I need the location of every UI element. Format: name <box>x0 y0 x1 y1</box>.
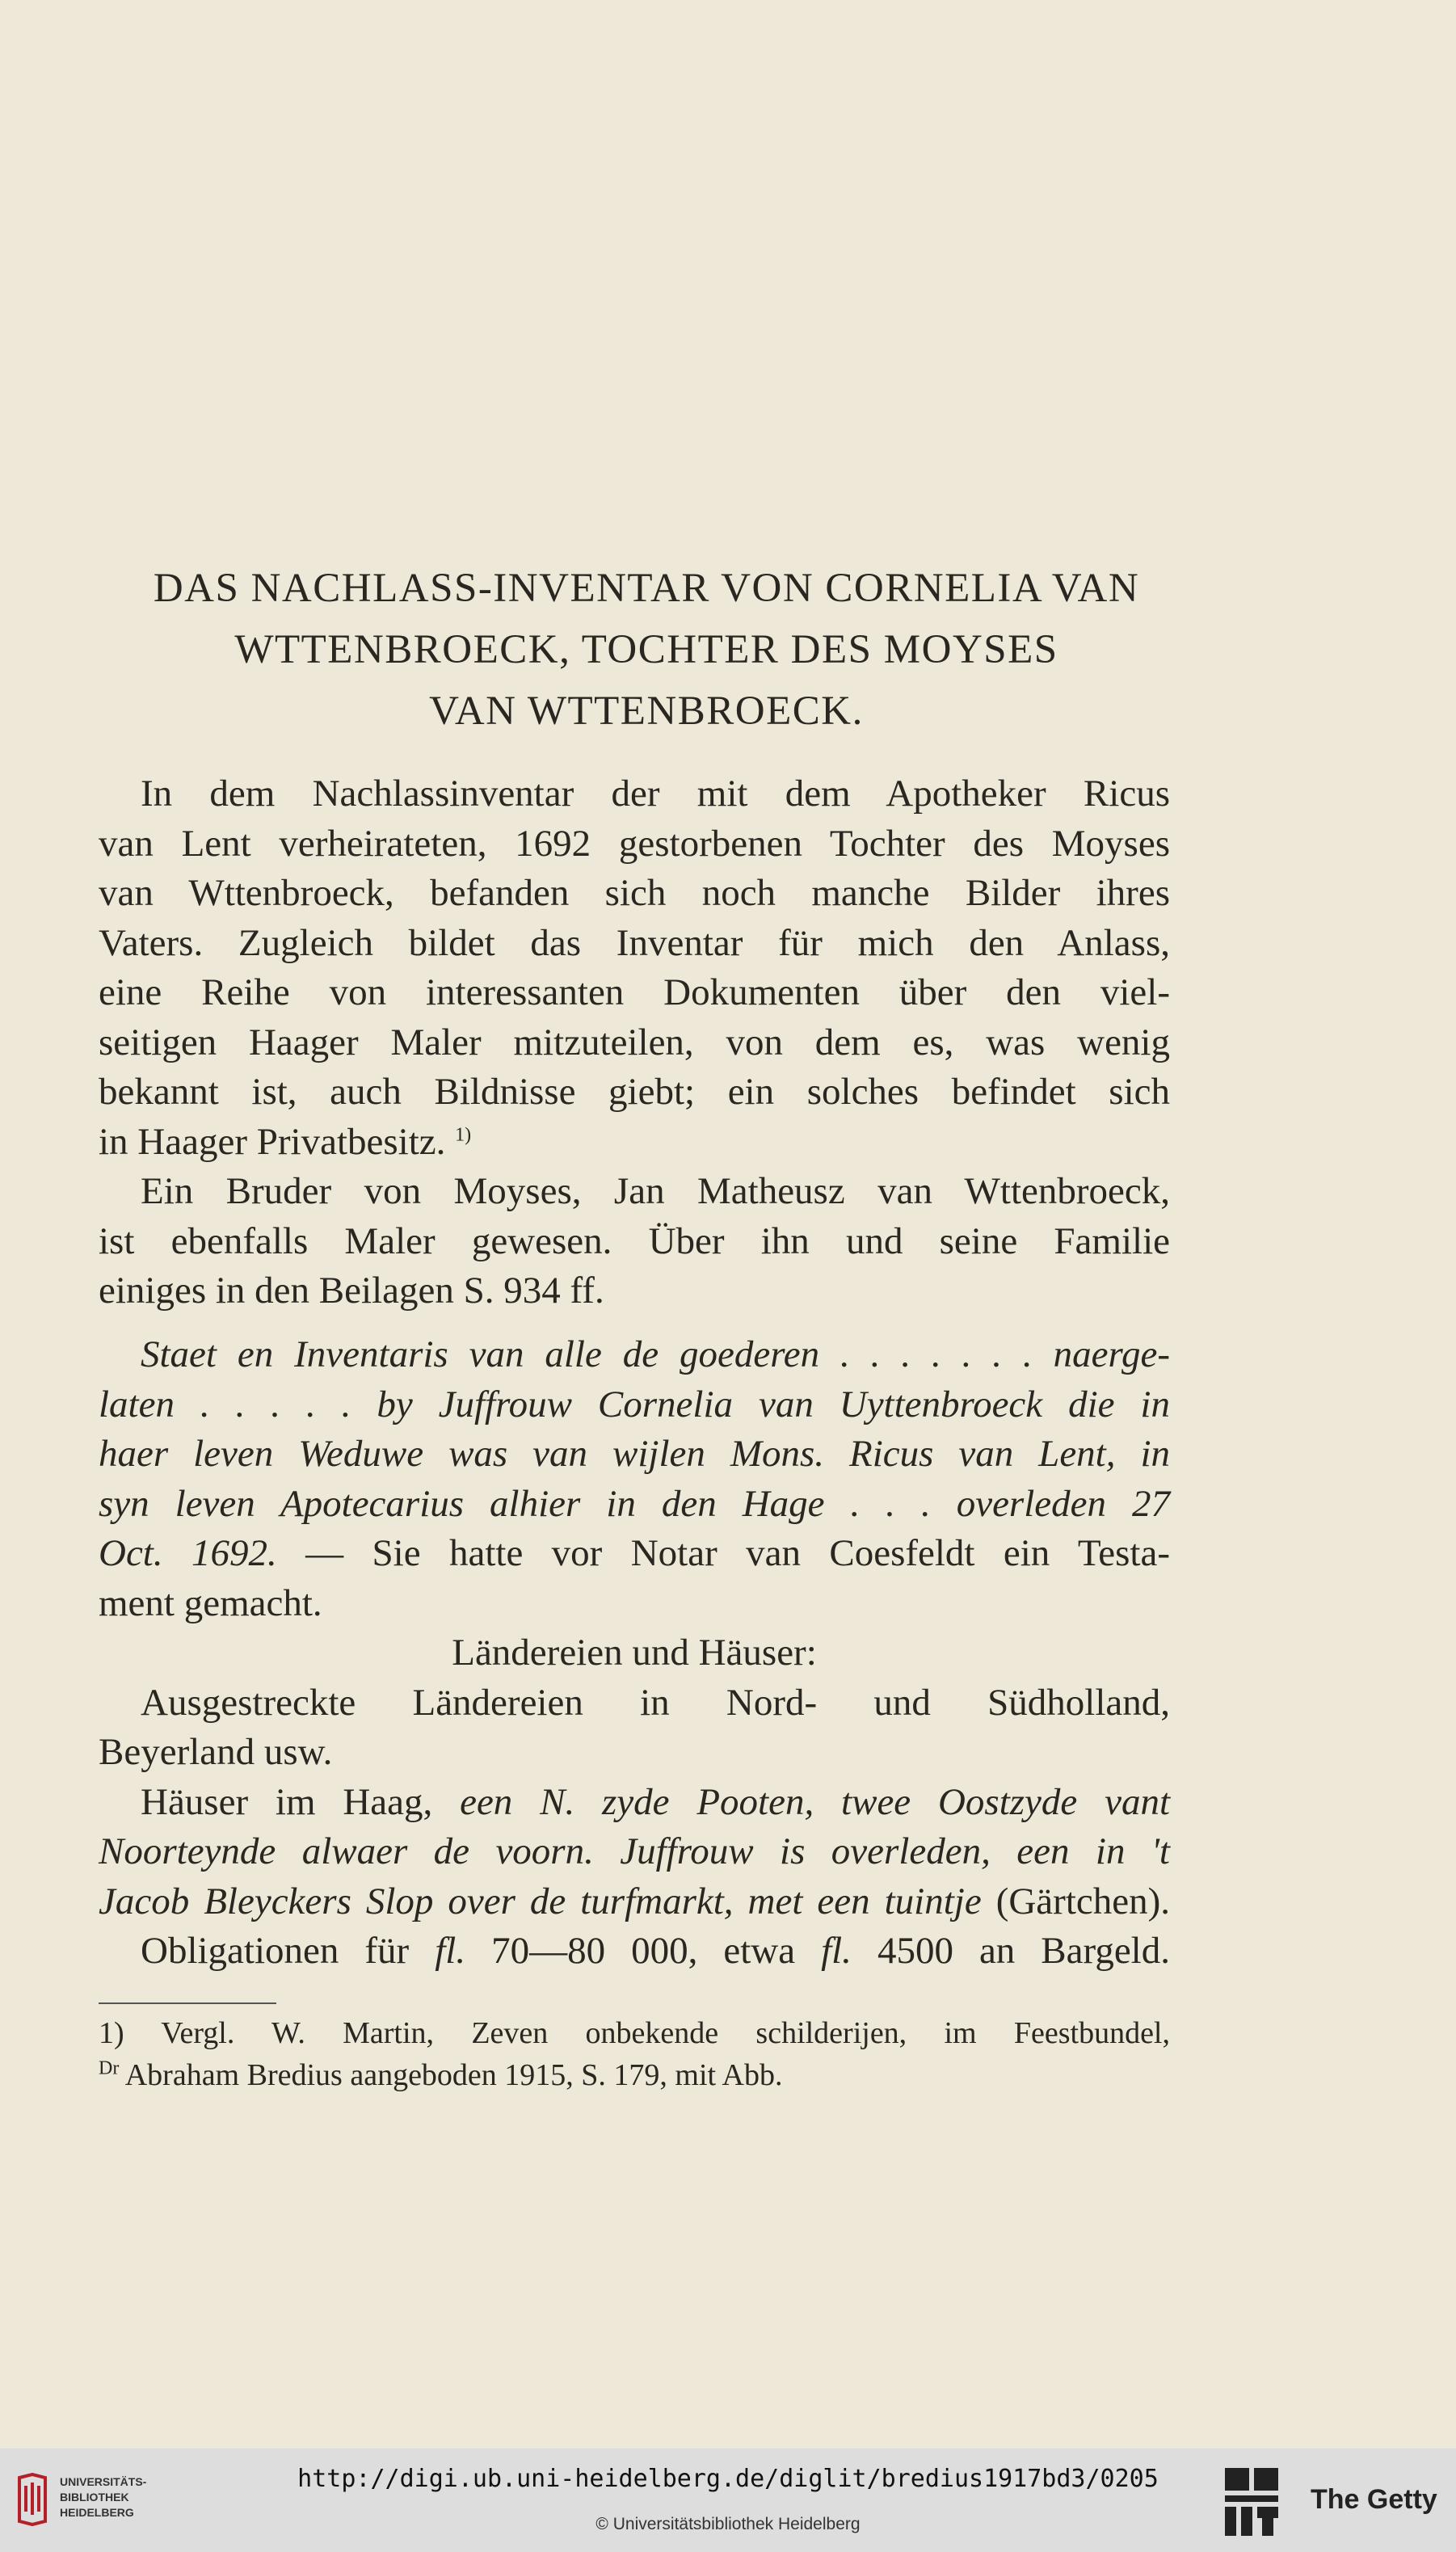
text-line: Vaters. Zugleich bildet das Inventar für mich den Anlass, <box>99 921 1170 964</box>
text-line: Ein Bruder von Moyses, Jan Matheusz van Wttenbroeck, <box>141 1170 1170 1212</box>
text-span: Obligationen für <box>141 1930 436 1972</box>
text-span: in Haager Privatbesitz. <box>99 1120 446 1163</box>
text-line <box>99 1877 1170 1927</box>
text-line: eine Reihe von interessanten Dokumenten über den viel- <box>99 971 1170 1013</box>
paragraph-bruder <box>99 1167 1170 1316</box>
library-name-line: HEIDELBERG <box>60 2506 134 2519</box>
getty-logo-icon[interactable] <box>1222 2465 1283 2539</box>
article-title <box>89 558 1204 742</box>
text-line: ist ebenfalls Maler gewesen. Über ihn und seine Familie <box>99 1219 1170 1262</box>
text-line: van Wttenbroeck, befanden sich noch manche Bilder ihres <box>99 872 1170 914</box>
title-line: DAS NACHLASS-INVENTAR VON CORNELIA VAN <box>153 566 1140 611</box>
text-span: — Sie hatte vor Notar van Coesfeldt ein Testa- <box>276 1532 1170 1574</box>
text-line: einiges in den Beilagen S. 934 ff. <box>99 1270 604 1312</box>
text-line <box>99 1778 1170 1828</box>
text-span: 70—80 000, etwa <box>465 1930 822 1972</box>
italic-text: laten . . . . . by Juffrouw Cornelia van Uyttenbroeck die in <box>99 1383 1170 1425</box>
library-name-line: BIBLIOTHEK <box>60 2491 129 2504</box>
text-line: Beyerland usw. <box>99 1731 333 1773</box>
superscript: Dr <box>99 2057 120 2079</box>
copyright-notice: © Universitätsbibliothek Heidelberg <box>595 2515 861 2533</box>
footnote-line <box>99 2054 1170 2096</box>
text-line: Ausgestreckte Ländereien in Nord- und Südholland, <box>141 1681 1170 1724</box>
permalink-url[interactable]: http://digi.ub.uni-heidelberg.de/diglit/bredius1917bd3/0205 <box>297 2465 1159 2493</box>
text-line: bekannt ist, auch Bildnisse giebt; ein solches befindet sich <box>99 1071 1170 1113</box>
library-name-line: UNIVERSITÄTS- <box>60 2475 147 2488</box>
footnote-marker: 1) <box>455 1123 472 1145</box>
text-span: 4500 an Bargeld. <box>851 1930 1170 1972</box>
text-line <box>99 1118 1170 1168</box>
italic-text: syn leven Apotecarius alhier in den Hage . . . overleden 27 <box>99 1482 1170 1525</box>
italic-text: een N. zyde Pooten, twee Oostzyde vant <box>460 1780 1171 1823</box>
paragraph-intro <box>99 769 1170 1167</box>
text-line <box>99 1827 1170 1877</box>
footnote-line: 1) Vergl. W. Martin, Zeven onbekende schilderijen, im Feestbundel, <box>99 2016 1170 2050</box>
italic-text: haer leven Weduwe was van wijlen Mons. Ricus van Lent, in <box>99 1433 1170 1475</box>
text-line <box>99 1480 1170 1530</box>
text-line: ment gemacht. <box>99 1581 322 1624</box>
title-line: WTTENBROECK, TOCHTER DES MOYSES <box>234 627 1058 672</box>
text-line <box>99 1927 1170 1977</box>
italic-text: fl. <box>435 1930 466 1972</box>
title-line: VAN WTTENBROECK. <box>429 689 864 734</box>
text-line <box>99 1380 1170 1430</box>
italic-text: Jacob Bleyckers Slop over de turfmarkt, met een tuintje <box>99 1880 982 1922</box>
text-line <box>99 1330 1170 1380</box>
getty-name: The Getty <box>1311 2484 1437 2515</box>
paragraph-staet <box>99 1330 1170 1977</box>
footnote <box>99 2012 1170 2096</box>
text-span: (Gärtchen). <box>981 1880 1170 1922</box>
text-span: Häuser im Haag, <box>141 1780 461 1823</box>
viewer-footer <box>0 2449 1456 2552</box>
footnote-divider <box>99 2002 276 2004</box>
text-line <box>99 1430 1170 1480</box>
text-span: Abraham Bredius aangeboden 1915, S. 179, mit Abb. <box>119 2058 783 2092</box>
italic-text: fl. <box>821 1930 852 1972</box>
italic-text: Oct. 1692. <box>99 1532 277 1574</box>
italic-text: Noorteynde alwaer de voorn. Juffrouw is overleden, een in 't <box>99 1830 1170 1872</box>
text-line: van Lent verheirateten, 1692 gestorbenen Tochter des Moyses <box>99 822 1170 865</box>
text-line: In dem Nachlassinventar der mit dem Apotheker Ricus <box>141 773 1170 815</box>
text-line: seitigen Haager Maler mitzuteilen, von dem es, was wenig <box>99 1021 1170 1063</box>
text-line <box>99 1529 1170 1579</box>
section-heading: Ländereien und Häuser: <box>452 1632 817 1674</box>
italic-text: Staet en Inventaris van alle de goederen . . . . . . . naerge- <box>141 1333 1170 1375</box>
